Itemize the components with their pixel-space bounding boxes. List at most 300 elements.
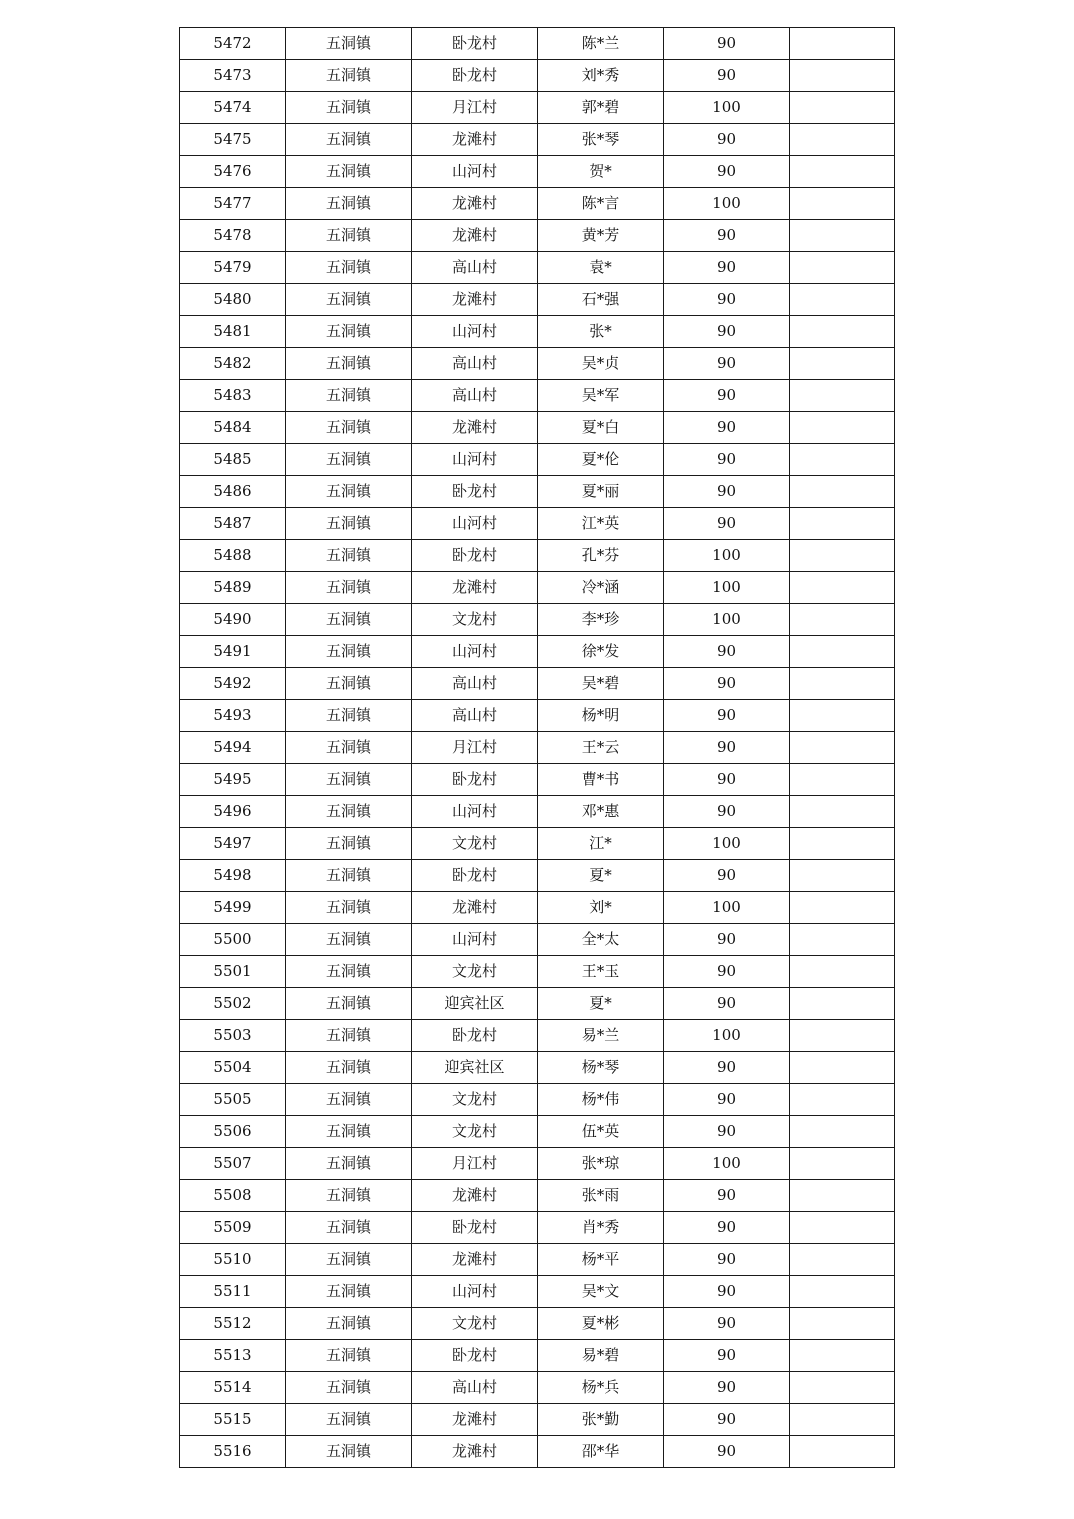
amount-cell: 90 [664,124,790,156]
note-cell [790,92,895,124]
serial-number-cell: 5483 [180,380,286,412]
amount-cell: 90 [664,636,790,668]
village-cell: 龙滩村 [412,412,538,444]
note-cell [790,316,895,348]
table-row [180,380,895,412]
name-cell: 徐*发 [538,636,664,668]
town-cell: 五洞镇 [286,252,412,284]
town-cell: 五洞镇 [286,988,412,1020]
serial-number-cell: 5512 [180,1308,286,1340]
table-row [180,764,895,796]
amount-cell: 90 [664,1404,790,1436]
village-cell: 卧龙村 [412,28,538,60]
note-cell [790,604,895,636]
name-cell: 肖*秀 [538,1212,664,1244]
note-cell [790,988,895,1020]
town-cell: 五洞镇 [286,28,412,60]
table-row [180,572,895,604]
name-cell: 江*英 [538,508,664,540]
village-cell: 文龙村 [412,604,538,636]
amount-cell: 90 [664,1084,790,1116]
town-cell: 五洞镇 [286,1308,412,1340]
village-cell: 龙滩村 [412,1244,538,1276]
name-cell: 夏*彬 [538,1308,664,1340]
name-cell: 曹*书 [538,764,664,796]
amount-cell: 90 [664,764,790,796]
name-cell: 张*琴 [538,124,664,156]
table-row [180,476,895,508]
note-cell [790,636,895,668]
town-cell: 五洞镇 [286,444,412,476]
town-cell: 五洞镇 [286,60,412,92]
serial-number-cell: 5489 [180,572,286,604]
town-cell: 五洞镇 [286,1212,412,1244]
serial-number-cell: 5479 [180,252,286,284]
serial-number-cell: 5472 [180,28,286,60]
name-cell: 吴*军 [538,380,664,412]
amount-cell: 100 [664,1020,790,1052]
village-cell: 龙滩村 [412,1180,538,1212]
table-row [180,1116,895,1148]
note-cell [790,1276,895,1308]
note-cell [790,764,895,796]
town-cell: 五洞镇 [286,956,412,988]
name-cell: 王*玉 [538,956,664,988]
amount-cell: 90 [664,1116,790,1148]
note-cell [790,1244,895,1276]
village-cell: 龙滩村 [412,220,538,252]
village-cell: 山河村 [412,636,538,668]
note-cell [790,700,895,732]
amount-cell: 90 [664,220,790,252]
serial-number-cell: 5477 [180,188,286,220]
town-cell: 五洞镇 [286,796,412,828]
note-cell [790,828,895,860]
amount-cell: 90 [664,1436,790,1468]
amount-cell: 100 [664,572,790,604]
name-cell: 张* [538,316,664,348]
amount-cell: 90 [664,1052,790,1084]
amount-cell: 90 [664,380,790,412]
village-cell: 文龙村 [412,1116,538,1148]
village-cell: 月江村 [412,92,538,124]
amount-cell: 100 [664,604,790,636]
serial-number-cell: 5504 [180,1052,286,1084]
table-row [180,188,895,220]
table-row [180,636,895,668]
serial-number-cell: 5515 [180,1404,286,1436]
serial-number-cell: 5478 [180,220,286,252]
village-cell: 山河村 [412,1276,538,1308]
note-cell [790,156,895,188]
note-cell [790,28,895,60]
village-cell: 卧龙村 [412,540,538,572]
amount-cell: 100 [664,540,790,572]
note-cell [790,220,895,252]
amount-cell: 90 [664,700,790,732]
town-cell: 五洞镇 [286,892,412,924]
serial-number-cell: 5475 [180,124,286,156]
town-cell: 五洞镇 [286,1372,412,1404]
table-row [180,1276,895,1308]
town-cell: 五洞镇 [286,124,412,156]
note-cell [790,1340,895,1372]
note-cell [790,348,895,380]
village-cell: 卧龙村 [412,1340,538,1372]
serial-number-cell: 5474 [180,92,286,124]
name-cell: 杨*兵 [538,1372,664,1404]
name-cell: 邵*华 [538,1436,664,1468]
town-cell: 五洞镇 [286,1116,412,1148]
serial-number-cell: 5508 [180,1180,286,1212]
note-cell [790,444,895,476]
amount-cell: 90 [664,316,790,348]
village-cell: 高山村 [412,252,538,284]
serial-number-cell: 5480 [180,284,286,316]
serial-number-cell: 5491 [180,636,286,668]
name-cell: 袁* [538,252,664,284]
village-cell: 卧龙村 [412,860,538,892]
amount-cell: 90 [664,412,790,444]
table-row [180,892,895,924]
note-cell [790,252,895,284]
village-cell: 文龙村 [412,1308,538,1340]
table-row [180,1372,895,1404]
table-row [180,444,895,476]
amount-cell: 90 [664,860,790,892]
name-cell: 李*珍 [538,604,664,636]
amount-cell: 90 [664,252,790,284]
village-cell: 山河村 [412,508,538,540]
table-row [180,732,895,764]
amount-cell: 100 [664,1148,790,1180]
village-cell: 月江村 [412,1148,538,1180]
amount-cell: 90 [664,1276,790,1308]
note-cell [790,476,895,508]
serial-number-cell: 5516 [180,1436,286,1468]
serial-number-cell: 5499 [180,892,286,924]
town-cell: 五洞镇 [286,540,412,572]
note-cell [790,508,895,540]
village-cell: 龙滩村 [412,188,538,220]
amount-cell: 90 [664,284,790,316]
note-cell [790,796,895,828]
amount-cell: 90 [664,348,790,380]
serial-number-cell: 5502 [180,988,286,1020]
note-cell [790,860,895,892]
table-row [180,156,895,188]
serial-number-cell: 5485 [180,444,286,476]
name-cell: 易*碧 [538,1340,664,1372]
note-cell [790,1212,895,1244]
town-cell: 五洞镇 [286,924,412,956]
name-cell: 吴*贞 [538,348,664,380]
name-cell: 陈*言 [538,188,664,220]
data-table [179,27,895,1468]
town-cell: 五洞镇 [286,764,412,796]
note-cell [790,188,895,220]
town-cell: 五洞镇 [286,828,412,860]
note-cell [790,60,895,92]
table-row [180,956,895,988]
note-cell [790,924,895,956]
note-cell [790,1020,895,1052]
table-row [180,540,895,572]
amount-cell: 100 [664,828,790,860]
town-cell: 五洞镇 [286,1276,412,1308]
amount-cell: 90 [664,732,790,764]
table-row [180,924,895,956]
amount-cell: 90 [664,668,790,700]
name-cell: 江* [538,828,664,860]
table-row [180,412,895,444]
town-cell: 五洞镇 [286,1404,412,1436]
town-cell: 五洞镇 [286,220,412,252]
table-body [180,28,895,1468]
village-cell: 文龙村 [412,828,538,860]
name-cell: 夏*白 [538,412,664,444]
table-row [180,1244,895,1276]
amount-cell: 90 [664,508,790,540]
name-cell: 刘*秀 [538,60,664,92]
serial-number-cell: 5498 [180,860,286,892]
name-cell: 张*雨 [538,1180,664,1212]
town-cell: 五洞镇 [286,1244,412,1276]
serial-number-cell: 5510 [180,1244,286,1276]
table-row [180,1084,895,1116]
table-row [180,828,895,860]
table-row [180,348,895,380]
note-cell [790,1052,895,1084]
name-cell: 吴*文 [538,1276,664,1308]
town-cell: 五洞镇 [286,1436,412,1468]
serial-number-cell: 5476 [180,156,286,188]
name-cell: 刘* [538,892,664,924]
serial-number-cell: 5501 [180,956,286,988]
serial-number-cell: 5488 [180,540,286,572]
amount-cell: 90 [664,1244,790,1276]
table-row [180,700,895,732]
table-row [180,1308,895,1340]
table-row [180,1180,895,1212]
village-cell: 高山村 [412,668,538,700]
amount-cell: 90 [664,476,790,508]
serial-number-cell: 5482 [180,348,286,380]
name-cell: 夏* [538,860,664,892]
amount-cell: 90 [664,796,790,828]
amount-cell: 100 [664,188,790,220]
note-cell [790,1404,895,1436]
amount-cell: 90 [664,1308,790,1340]
village-cell: 月江村 [412,732,538,764]
serial-number-cell: 5493 [180,700,286,732]
amount-cell: 90 [664,444,790,476]
table-row [180,1052,895,1084]
serial-number-cell: 5496 [180,796,286,828]
name-cell: 黄*芳 [538,220,664,252]
table-row [180,796,895,828]
town-cell: 五洞镇 [286,572,412,604]
town-cell: 五洞镇 [286,700,412,732]
table-row [180,92,895,124]
village-cell: 龙滩村 [412,124,538,156]
village-cell: 山河村 [412,156,538,188]
name-cell: 全*太 [538,924,664,956]
town-cell: 五洞镇 [286,860,412,892]
town-cell: 五洞镇 [286,1180,412,1212]
name-cell: 张*勤 [538,1404,664,1436]
town-cell: 五洞镇 [286,1052,412,1084]
village-cell: 高山村 [412,700,538,732]
amount-cell: 90 [664,156,790,188]
name-cell: 石*强 [538,284,664,316]
village-cell: 迎宾社区 [412,1052,538,1084]
serial-number-cell: 5513 [180,1340,286,1372]
town-cell: 五洞镇 [286,348,412,380]
town-cell: 五洞镇 [286,732,412,764]
note-cell [790,956,895,988]
town-cell: 五洞镇 [286,1084,412,1116]
town-cell: 五洞镇 [286,636,412,668]
village-cell: 高山村 [412,348,538,380]
serial-number-cell: 5497 [180,828,286,860]
table-row [180,1404,895,1436]
serial-number-cell: 5490 [180,604,286,636]
serial-number-cell: 5514 [180,1372,286,1404]
table-row [180,988,895,1020]
town-cell: 五洞镇 [286,1020,412,1052]
name-cell: 杨*平 [538,1244,664,1276]
name-cell: 王*云 [538,732,664,764]
serial-number-cell: 5495 [180,764,286,796]
table-row [180,1436,895,1468]
serial-number-cell: 5484 [180,412,286,444]
name-cell: 吴*碧 [538,668,664,700]
amount-cell: 90 [664,28,790,60]
town-cell: 五洞镇 [286,284,412,316]
amount-cell: 90 [664,924,790,956]
name-cell: 冷*涵 [538,572,664,604]
note-cell [790,572,895,604]
table-row [180,1212,895,1244]
table-row [180,28,895,60]
table-row [180,220,895,252]
name-cell: 夏* [538,988,664,1020]
name-cell: 杨*伟 [538,1084,664,1116]
town-cell: 五洞镇 [286,156,412,188]
name-cell: 伍*英 [538,1116,664,1148]
note-cell [790,284,895,316]
note-cell [790,1084,895,1116]
table-row [180,508,895,540]
serial-number-cell: 5509 [180,1212,286,1244]
name-cell: 夏*伦 [538,444,664,476]
amount-cell: 90 [664,1372,790,1404]
town-cell: 五洞镇 [286,188,412,220]
serial-number-cell: 5473 [180,60,286,92]
serial-number-cell: 5503 [180,1020,286,1052]
town-cell: 五洞镇 [286,380,412,412]
village-cell: 龙滩村 [412,1436,538,1468]
town-cell: 五洞镇 [286,92,412,124]
table-row [180,1020,895,1052]
serial-number-cell: 5486 [180,476,286,508]
serial-number-cell: 5511 [180,1276,286,1308]
village-cell: 龙滩村 [412,284,538,316]
town-cell: 五洞镇 [286,604,412,636]
name-cell: 易*兰 [538,1020,664,1052]
note-cell [790,1308,895,1340]
village-cell: 龙滩村 [412,572,538,604]
amount-cell: 90 [664,988,790,1020]
note-cell [790,380,895,412]
amount-cell: 90 [664,60,790,92]
table-row [180,604,895,636]
name-cell: 贺* [538,156,664,188]
serial-number-cell: 5505 [180,1084,286,1116]
table-row [180,668,895,700]
note-cell [790,668,895,700]
village-cell: 卧龙村 [412,476,538,508]
village-cell: 卧龙村 [412,1020,538,1052]
serial-number-cell: 5500 [180,924,286,956]
village-cell: 文龙村 [412,956,538,988]
name-cell: 孔*芬 [538,540,664,572]
serial-number-cell: 5506 [180,1116,286,1148]
village-cell: 山河村 [412,796,538,828]
amount-cell: 100 [664,892,790,924]
town-cell: 五洞镇 [286,668,412,700]
note-cell [790,892,895,924]
village-cell: 高山村 [412,1372,538,1404]
name-cell: 陈*兰 [538,28,664,60]
name-cell: 杨*琴 [538,1052,664,1084]
village-cell: 迎宾社区 [412,988,538,1020]
note-cell [790,412,895,444]
table-row [180,252,895,284]
village-cell: 高山村 [412,380,538,412]
town-cell: 五洞镇 [286,316,412,348]
note-cell [790,124,895,156]
name-cell: 张*琼 [538,1148,664,1180]
serial-number-cell: 5507 [180,1148,286,1180]
table-row [180,60,895,92]
note-cell [790,1180,895,1212]
village-cell: 卧龙村 [412,764,538,796]
note-cell [790,1148,895,1180]
serial-number-cell: 5487 [180,508,286,540]
note-cell [790,1116,895,1148]
table-row [180,1340,895,1372]
town-cell: 五洞镇 [286,1148,412,1180]
table-row [180,1148,895,1180]
name-cell: 夏*丽 [538,476,664,508]
serial-number-cell: 5492 [180,668,286,700]
village-cell: 山河村 [412,924,538,956]
note-cell [790,1372,895,1404]
name-cell: 郭*碧 [538,92,664,124]
table-row [180,124,895,156]
village-cell: 龙滩村 [412,1404,538,1436]
amount-cell: 90 [664,956,790,988]
village-cell: 山河村 [412,444,538,476]
town-cell: 五洞镇 [286,476,412,508]
serial-number-cell: 5494 [180,732,286,764]
amount-cell: 90 [664,1340,790,1372]
amount-cell: 90 [664,1180,790,1212]
village-cell: 山河村 [412,316,538,348]
table-row [180,284,895,316]
